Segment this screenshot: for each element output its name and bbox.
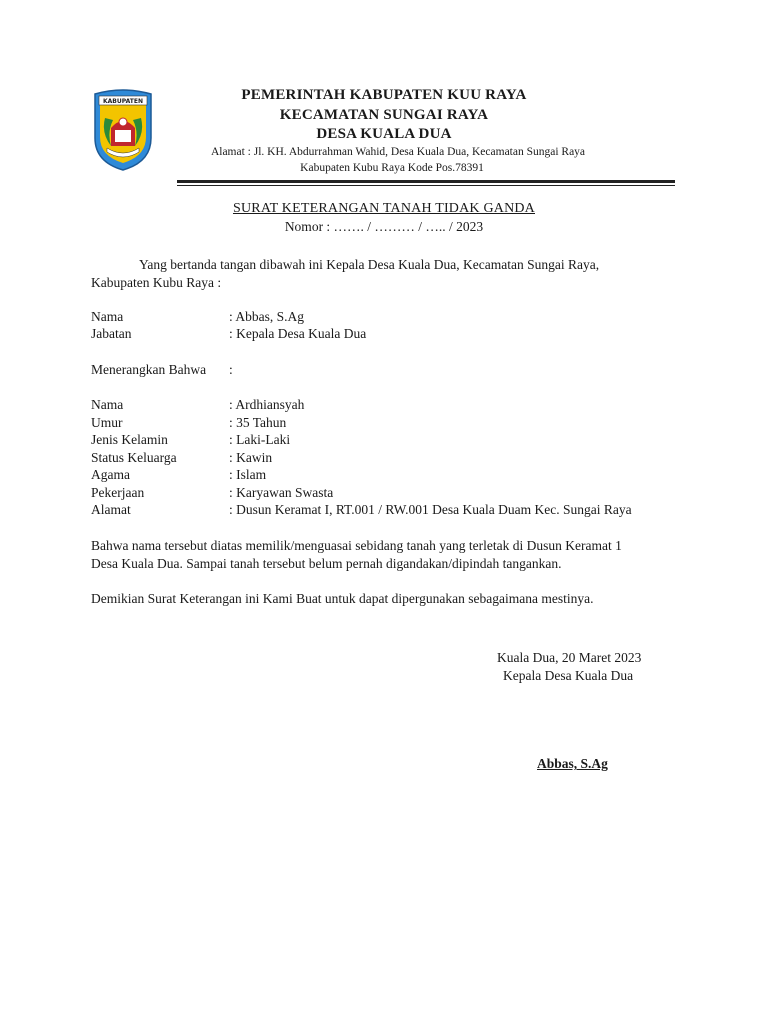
official-name-value: : Abbas, S.Ag [229,309,305,324]
letter-title: SURAT KETERANGAN TANAH TIDAK GANDA [232,201,535,216]
subject-religion-value: : Islam [229,467,267,482]
letter-number: Nomor : ……. / ……… / ….. / 2023 [284,219,484,234]
declares-label: Menerangkan Bahwa [91,362,207,377]
letterhead-divider-thin [177,185,675,186]
subject-address-label: Alamat [91,502,131,517]
letterhead-district: KECAMATAN SUNGAI RAYA [279,107,489,123]
official-position-label: Jabatan [91,326,132,341]
intro-line-1: Yang bertanda tangan dibawah ini Kepala Desa Kuala Dua, Kecamatan Sungai Raya, [139,257,600,272]
subject-age-label: Umur [91,415,123,430]
declares-colon: : [229,362,233,377]
letterhead-postal: Kabupaten Kubu Raya Kode Pos.78391 [300,162,484,174]
letterhead-address: Alamat : Jl. KH. Abdurrahman Wahid, Desa Kuala Dua, Kecamatan Sungai Raya [210,146,586,158]
intro-line-2: Kabupaten Kubu Raya : [91,275,222,290]
svg-text:KABUPATEN: KABUPATEN [103,98,143,105]
subject-name-label: Nama [91,397,124,412]
subject-address-value: : Dusun Keramat I, RT.001 / RW.001 Desa Kuala Duam Kec. Sungai Raya [229,502,632,517]
subject-gender-label: Jenis Kelamin [91,432,168,447]
subject-occupation-label: Pekerjaan [91,485,145,500]
signatory-name: Abbas, S.Ag [537,756,608,771]
closing-statement: Demikian Surat Keterangan ini Kami Buat untuk dapat dipergunakan sebagaimana mestinya. [91,591,594,606]
letterhead-village: DESA KUALA DUA [316,126,452,142]
subject-name-value: : Ardhiansyah [229,397,305,412]
subject-gender-value: : Laki-Laki [229,432,291,447]
subject-occupation-value: : Karyawan Swasta [229,485,334,500]
subject-age-value: : 35 Tahun [229,415,287,430]
body-line-1: Bahwa nama tersebut diatas memilik/menguasai sebidang tanah yang terletak di Dusun Keramat 1 [91,538,622,553]
official-position-value: : Kepala Desa Kuala Dua [229,326,367,341]
body-line-2: Desa Kuala Dua. Sampai tanah tersebut belum pernah digandakan/dipindah tangankan. [91,556,562,571]
signature-place-date: Kuala Dua, 20 Maret 2023 [497,650,642,665]
signature-position: Kepala Desa Kuala Dua [503,668,634,683]
subject-religion-label: Agama [91,467,130,482]
official-name-label: Nama [91,309,124,324]
letterhead-government: PEMERINTAH KABUPATEN KUU RAYA [241,87,527,103]
subject-family-status-label: Status Keluarga [91,450,177,465]
subject-family-status-value: : Kawin [229,450,273,465]
letterhead-divider-thick [177,180,675,183]
